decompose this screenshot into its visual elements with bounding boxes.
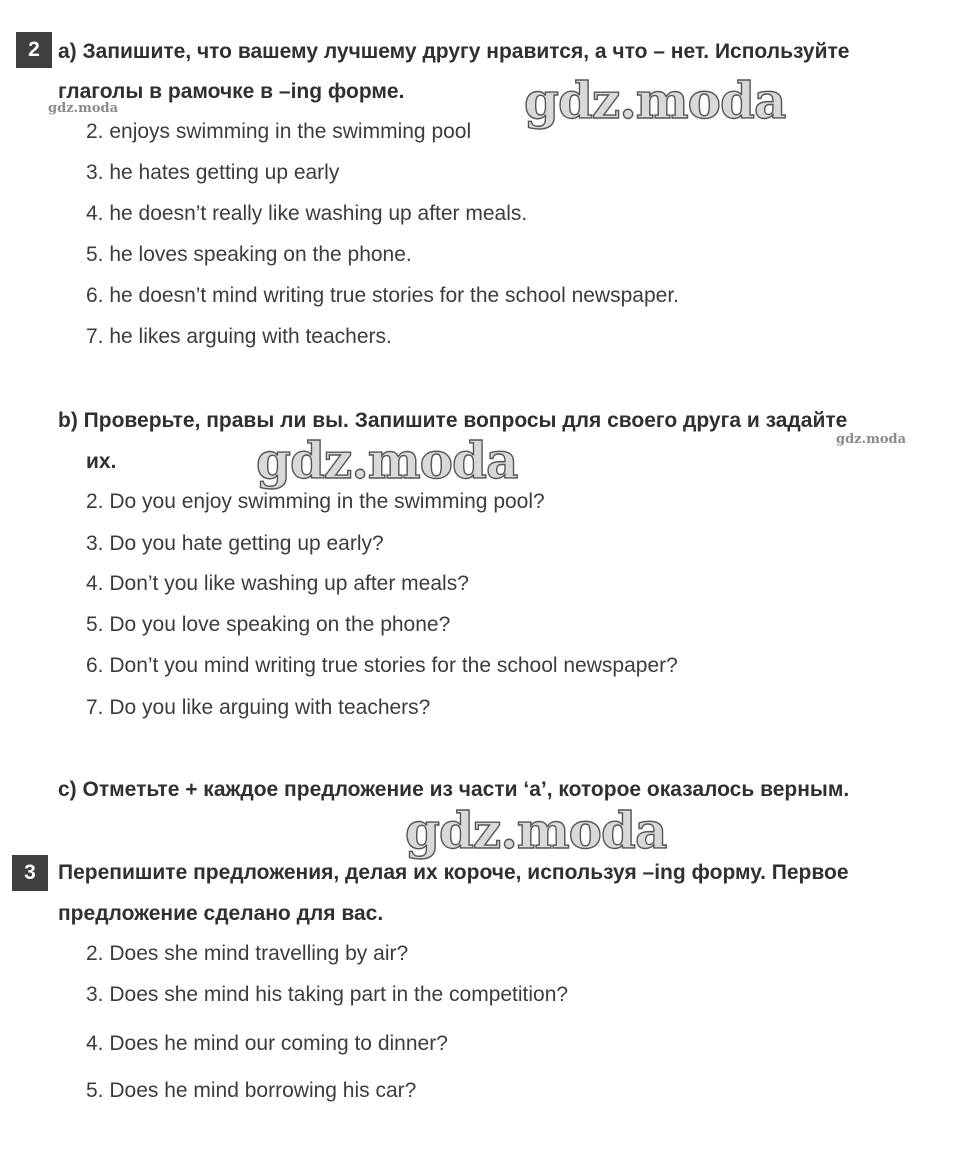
exercise-2-number-badge: 2: [16, 32, 52, 68]
watermark-large: gdz.moda: [256, 431, 518, 490]
exercise-3-heading-line1: Перепишите предложения, делая их короче, используя –ing форму. Первое: [58, 861, 849, 884]
exercise-2a-item: 2. enjoys swimming in the swimming pool: [86, 120, 472, 143]
exercise-2a-item: 5. he loves speaking on the phone.: [86, 243, 412, 266]
exercise-3-item: 2. Does she mind travelling by air?: [86, 942, 409, 965]
exercise-2b-heading-line2: их.: [86, 450, 117, 473]
exercise-2a-item: 4. he doesn’t really like washing up after meals.: [86, 202, 528, 225]
exercise-2a-heading-line1: а) Запишите, что вашему лучшему другу нравится, а что – нет. Используйте: [58, 40, 850, 63]
exercise-2b-item: 2. Do you enjoy swimming in the swimming pool?: [86, 490, 545, 513]
exercise-2a-item: 7. he likes arguing with teachers.: [86, 325, 392, 348]
exercise-2c-heading: с) Отметьте + каждое предложение из части ‘а’, которое оказалось верным.: [58, 778, 850, 801]
exercise-2b-item: 6. Don’t you mind writing true stories for the school newspaper?: [86, 654, 678, 677]
exercise-3-item: 3. Does she mind his taking part in the competition?: [86, 983, 569, 1006]
exercise-2b-heading-line1: b) Проверьте, правы ли вы. Запишите вопросы для своего друга и задайте: [58, 409, 848, 432]
exercise-3-item: 4. Does he mind our coming to dinner?: [86, 1032, 448, 1055]
watermark-small: gdz.moda: [48, 101, 119, 116]
watermark-small: gdz.moda: [836, 432, 907, 447]
exercise-3-number-badge: 3: [12, 855, 48, 891]
exercise-3-item: 5. Does he mind borrowing his car?: [86, 1079, 417, 1102]
exercise-2a-item: 6. he doesn’t mind writing true stories for the school newspaper.: [86, 284, 679, 307]
exercise-2b-item: 7. Do you like arguing with teachers?: [86, 696, 431, 719]
exercise-2b-item: 5. Do you love speaking on the phone?: [86, 613, 451, 636]
exercise-2a-item: 3. he hates getting up early: [86, 161, 340, 184]
exercise-3-heading-line2: предложение сделано для вас.: [58, 902, 384, 925]
exercise-2a-heading-line2: глаголы в рамочке в –ing форме.: [58, 80, 405, 103]
exercise-2b-item: 4. Don’t you like washing up after meals?: [86, 572, 469, 595]
exercise-2b-item: 3. Do you hate getting up early?: [86, 532, 384, 555]
watermark-large: gdz.moda: [524, 71, 786, 130]
watermark-large: gdz.moda: [405, 801, 667, 860]
